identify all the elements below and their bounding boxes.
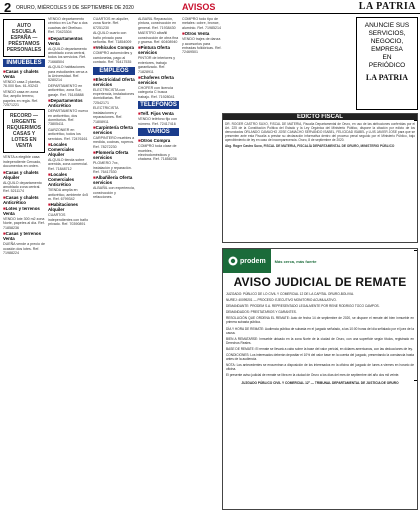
classified-ad: COMPRO todo tipo de metales: cobre, bronce, aluminio. Ref. 71985214	[182, 17, 221, 30]
subcategory-header: ■ Habitaciones Alquiler	[48, 202, 90, 212]
classified-column-2	[48, 17, 90, 510]
classified-ad: VENTA a elegible casa independiente Cercado, documentos en orden.	[3, 155, 42, 169]
category-header: INMUEBLES	[3, 59, 45, 67]
advertise-line: PERIÓDICO	[368, 62, 406, 69]
subcategory-header: ■ Departamentos Venta	[48, 36, 90, 46]
auction-title: AVISO JUDICIAL DE REMATE	[233, 275, 407, 289]
classified-ad: COMPRO automóviles y camionetas, pago al contado. Ref. 76417535	[93, 51, 133, 65]
classified-ad: CUARTOS en alquiler, zona Norte. Ref. 67251230	[93, 17, 129, 30]
crop-mark	[414, 250, 417, 251]
page-header	[0, 0, 420, 14]
page-number: 2	[4, 0, 12, 15]
classified-column-1	[3, 17, 45, 510]
subcategory-header: ■ Telf. Fijos Venta	[138, 111, 179, 116]
auction-paragraph: BIEN A REMATARSE: Inmueble ubicado en la zona Norte de la ciudad de Oruro, con una superficie según títulos, registrado en Derechos Reales.	[226, 336, 414, 345]
auction-paragraph: NOTA: Los antecedentes se encuentran a disposición de los interesados en la oficina del juzgado de lunes a viernes en horario de oficina.	[226, 363, 414, 372]
newspaper-brand: LA PATRIA	[358, 1, 416, 12]
classified-ad: ALQUILO departamento amoblado zona central. Ref. 5211174	[3, 180, 42, 194]
subcategory-header: ■ Casas y chalets Alquiler	[3, 170, 45, 180]
advertise-line: ANUNCIE SUS	[364, 22, 410, 29]
classified-ad: VENDO casa 2 plantas, 76.000 $us. 61-93243	[3, 80, 41, 89]
crop-mark	[414, 120, 417, 121]
advertise-brand: LA PATRIA	[365, 73, 409, 82]
auction-paragraph: CONDICIONES: Los interesados deberán depositar el 10% del valor base en la cuenta del juzgado, presentando la constancia hasta antes de la audiencia.	[226, 353, 414, 362]
edicto-body: DR. ROGER CASTRO SUXO, FISCAL DE MATERIA, Fiscalía Departamental de Oruro, en uso de las atribuciones conferidas por el Art. 225 de la Constitución Política del Estado y la Ley Orgánica del Ministerio Público, dispone la citación por edicto de los denunciados ORLANDO CAMACHO JOSE CAMACHO SERVANDO ISABEL, FELICIDAD ISABEL y LUIS JAVIER JOSE para que se presenten ante esta Fiscalía a prestar su declaración informativa dentro del proceso penal seguido por el Ministerio Público, bajo apercibimiento de ley en caso de incomparecencia. Oruro, 8 de septiembre de 2020.	[225, 122, 415, 142]
classified-ad: ELECTRICISTA con experiencia, instalaciones domiciliarias. Ref. 72542171	[93, 87, 135, 105]
advertise-line: EMPRESA	[371, 46, 403, 53]
classified-column-5	[182, 17, 222, 107]
classified-ad: TIENDA amplia en anticrético, ambiente 4x5 m. Ref. 6799342	[48, 188, 88, 201]
auction-paragraph: BASE DE REMATE: El remate se llevará a cabo sobre la base del valor pericial, en dólares americanos, con las deducciones de ley.	[226, 346, 413, 351]
prodem-logo	[223, 249, 271, 273]
auction-paragraph: NUREJ: 40099201 — PROCESO: EJECUTIVO MONITORIO ACUMULATIVO.	[226, 298, 337, 303]
classified-ad: ALBAÑIL Reparación, pintura, construcción en general. Ref. 71938430	[138, 17, 177, 30]
subcategory-header: ■ Lotes y terrenos Venta	[3, 206, 45, 216]
classified-ad: MAESTRO albañil construcción de obra fina y gruesa. Ref. 60408940	[138, 31, 179, 45]
classified-ad: VENDO trajes de danza y accesorios para entradas folklóricas. Ref. 72469501	[182, 37, 222, 55]
prodem-slogan: Más cerca, más fuerte	[274, 258, 317, 264]
advertise-line: NEGOCIO,	[370, 38, 404, 45]
advertise-text	[357, 22, 417, 70]
classified-ad: DUEÑA vende a precio de ocasión dos lotes. Ref. 71988224	[3, 242, 45, 255]
subcategory-header: ■ Carpintería Oferta servicios	[93, 125, 135, 135]
display-ad: RECORD — URGENTE REQUERIMOS CASAS Y LOTES EN VENTA	[3, 109, 45, 153]
classified-ad: ALQUILO tienda sobre avenida, zona comercial. Ref. 71848712	[48, 157, 88, 171]
subcategory-header: ■ Albañilería Oferta servicios	[93, 175, 135, 185]
classified-ad: ALQUILO departamento amoblado zona central, todos los servicios. Ref. 71668504	[48, 46, 87, 64]
auction-notice	[222, 248, 418, 510]
classified-column-4	[138, 17, 179, 510]
classified-ad: CUARTOS independientes con baño privado. Ref. 70390891	[48, 213, 89, 227]
auction-paragraph: JUZGADO: PÚBLICO DE LO CIVIL Y COMERCIAL 12 DE LA CAPITAL ORURO-BOLIVIA.	[226, 292, 355, 296]
classified-ad: VENDO departamento céntrico en La Paz a dos cuadras del Obelisco. Ref. 70423304	[48, 17, 88, 35]
classified-ad: CHOFER con licencia categoría C busca trabajo. Ref. 71928041	[138, 86, 175, 99]
subcategory-header: ■ Otros Venta	[182, 31, 222, 36]
classified-column-3	[93, 17, 135, 510]
classified-ad: PLOMERO 7xx, instalación y reparación. Ref. 76417530	[93, 161, 132, 174]
subcategory-header: ■ Departamentos Anticrético	[48, 98, 90, 108]
auction-paragraph: DÍA Y HORA DE REMATE: Audiencia pública de subasta en el juzgado señalado, a las 10:00 horas del día señalado por el juez de la causa.	[226, 326, 414, 335]
subcategory-header: ■ Pintura Oferta servicios	[138, 45, 179, 55]
crop-mark	[414, 380, 417, 381]
classified-ad: VENDO lote 300 m2 zona Norte, papeles al día. Ref. 71858236	[3, 216, 45, 230]
advertise-line: SERVICIOS,	[368, 30, 406, 37]
classified-ad: DEPARTAMENTO nuevo en anticrético, dos dormitorios. Ref. 73805411	[48, 109, 89, 127]
section-title: AVISOS	[182, 2, 216, 12]
subcategory-header: ■ Choferes Oferta servicios	[138, 75, 179, 85]
advertise-box	[356, 17, 418, 110]
category-header: VARIOS	[138, 128, 179, 136]
classified-ad: COMPRO toda clase de muebles, electrodomésticos y chatarra. Ref. 71858236	[138, 144, 177, 162]
subcategory-header: ■ Electricidad Oferta servicios	[93, 77, 135, 87]
classified-ad: GARZONIER en anticrético, todos los servicios. Ref. 72476161	[48, 127, 88, 141]
page-date: ORURO, MIÉRCOLES 9 DE SEPTIEMBRE DE 2020	[16, 5, 134, 11]
prodem-mark-icon	[228, 256, 238, 266]
subcategory-header: ■ Casas y chalets Anticrético	[3, 195, 45, 205]
classified-ad: ALBAÑIL con experiencia, construcción y refacciones.	[93, 186, 135, 200]
advertise-line: EN	[382, 54, 392, 61]
classified-ad: VENDO casa en zona Sur, amplio terreno, papeles en regla. Ref. 72571221	[3, 89, 39, 108]
classified-ad: ALQUILO habitaciones para estudiantes cerca a la Universidad. Ref. 5280214	[48, 65, 88, 83]
subcategory-header: ■ Vehículos Compra	[93, 45, 135, 50]
subcategory-header: ■ Plomería Oferta servicios	[93, 150, 135, 160]
auction-paragraph: DEMANDANTE: PRODEM S.A. REPRESENTADO LEGALMENTE POR RENE RODRIGO TOCO CAMPOS.	[226, 304, 380, 309]
subcategory-header: ■ Locales Comerciales Alquiler	[48, 142, 90, 157]
auction-paragraph: DEMANDADOS: PRESTATARIOS Y GARANTES.	[226, 310, 297, 315]
classified-ad: VENDO teléfono fijo con número. Ref. 72417416	[138, 117, 177, 126]
subcategory-header: ■ Otros Compra	[138, 138, 179, 143]
auction-paragraph: RESOLUCIÓN QUE ORDENA EL REMATE: Auto de fecha 14 de septiembre de 2020, se dispone el remate del bien inmueble en primera subasta pública.	[226, 316, 414, 325]
auction-paragraph: El presente aviso judicial de remate se libra en la ciudad de Oruro a los días del mes de septiembre del año dos mil veinte.	[226, 373, 400, 378]
classified-ad: ELECTRICISTA instalaciones y reparaciones. Ref. 71808911	[93, 106, 123, 124]
display-ad: AUTO ESCUELA ESPAÑA — PRÉSTAMOS PERSONALES	[3, 19, 45, 57]
edicto-title: EDICTO FISCAL	[223, 114, 417, 120]
edicto-fiscal	[222, 113, 418, 243]
prodem-banner	[223, 249, 417, 273]
classified-ad: DEPARTAMENTO en anticrético, zona Sur, garaje. Ref. 76145888	[48, 83, 84, 97]
category-header: EMPLEOS	[93, 67, 135, 75]
auction-signature: JUZGADO PÚBLICO CIVIL Y COMERCIAL 12° — TRIBUNAL DEPARTAMENTAL DE JUSTICIA DE ORURO	[241, 380, 399, 385]
auction-body	[223, 292, 417, 385]
classified-ad: CARPINTERO muebles a medida, cocinas, roperos. Ref. 78272230	[93, 135, 135, 149]
subcategory-header: ■ Casas y chalets Venta	[3, 69, 45, 79]
prodem-logo-text: prodem	[240, 257, 266, 265]
classified-ad: ALQUILO cuarto con baño privado para señorita. Ref. 71854009	[93, 31, 132, 45]
edicto-signature: Abg. Roger Castro Suxo, FISCAL DE MATERIA, FISCALÍA DEPARTAMENTAL DE ORURO, MINISTERIO PÚBLICO	[225, 144, 395, 148]
subcategory-header: ■ Casas y terrenos Venta	[3, 231, 45, 241]
classified-ad: PINTOR de interiores y exteriores, trabajo garantizado. Ref. 71828911	[138, 56, 176, 74]
category-header: TELÉFONOS	[138, 101, 179, 109]
subcategory-header: ■ Locales Comerciales Anticrético	[48, 172, 90, 187]
